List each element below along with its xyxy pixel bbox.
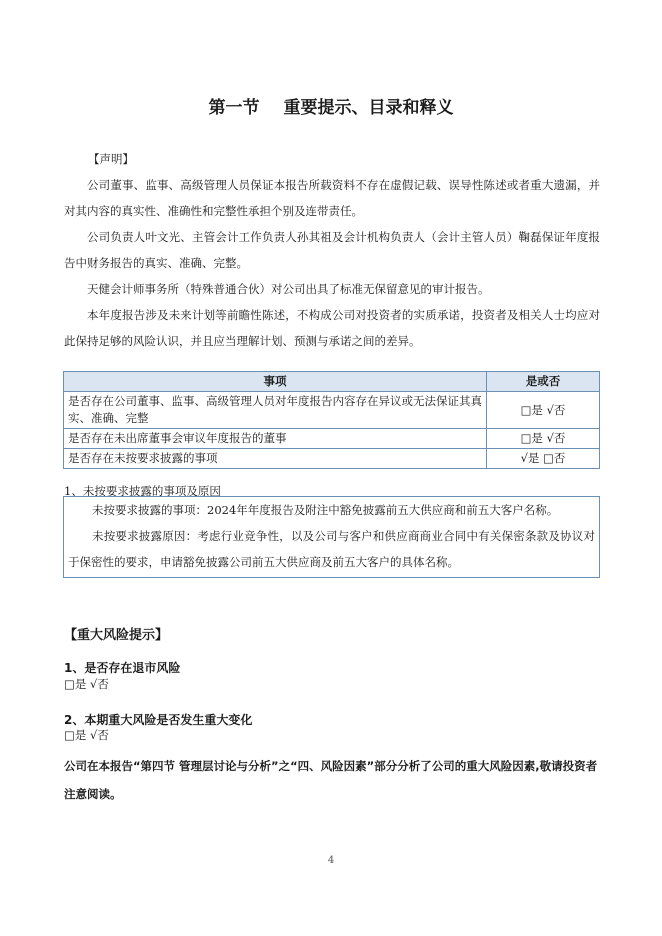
table-row <box>64 392 600 429</box>
undisclosed-paragraph-2: 未按要求披露原因：考虑行业竞争性，以及公司与客户和供应商商业合同中有关保密条款及协议对于保密性的要求，申请豁免披露公司前五大供应商及前五大客户的具体名称。 <box>68 529 595 569</box>
page-number: 4 <box>327 855 335 866</box>
row-answer: □是 √否 <box>487 429 600 449</box>
undisclosed-heading: 1、未按要求披露的事项及原因 <box>64 484 221 498</box>
table-row <box>64 449 600 469</box>
table-row <box>64 429 600 449</box>
section-number: 第一节 <box>208 98 260 118</box>
declaration-paragraph-3: 天健会计师事务所（特殊普通合伙）对公司出具了标准无保留意见的审计报告。 <box>87 282 490 296</box>
row-item: 是否存在未出席董事会审议年度报告的董事 <box>64 429 487 449</box>
risk-answer-2: □是 √否 <box>64 728 109 742</box>
section-heading: 重要提示、目录和释义 <box>283 98 454 118</box>
declaration-paragraph-4: 本年度报告涉及未来计划等前瞻性陈述，不构成公司对投资者的实质承诺，投资者及相关人士均应对此保持足够的风险认识，并且应当理解计划、预测与承诺之间的差异。 <box>64 308 600 348</box>
risk-closing-statement: 公司在本报告“第四节 管理层讨论与分析”之“四、风险因素”部分分析了公司的重大风险因素,敬请投资者注意阅读。 <box>64 759 598 801</box>
undisclosed-box <box>63 496 600 578</box>
risk-answer-1: □是 √否 <box>64 677 109 691</box>
row-answer: □是 √否 <box>487 392 600 429</box>
risk-question-1: 1、是否存在退市风险 <box>64 661 181 675</box>
declaration-paragraph-1: 公司董事、监事、高级管理人员保证本报告所载资料不存在虚假记载、误导性陈述或者重大遗漏，并对其内容的真实性、准确性和完整性承担个别及连带责任。 <box>64 178 600 218</box>
header-item: 事项 <box>64 372 487 392</box>
header-answer: 是或否 <box>487 372 600 392</box>
row-item: 是否存在公司董事、监事、高级管理人员对年度报告内容存在异议或无法保证其真实、准确、完整 <box>64 392 487 429</box>
matters-table <box>63 371 600 469</box>
table-header-row <box>64 372 600 392</box>
row-answer: √是 □否 <box>487 449 600 469</box>
declaration-label: 【声明】 <box>88 152 134 166</box>
risk-heading: 【重大风险提示】 <box>64 628 169 643</box>
risk-question-2: 2、本期重大风险是否发生重大变化 <box>64 713 253 727</box>
row-item: 是否存在未按要求披露的事项 <box>64 449 487 469</box>
declaration-paragraph-2: 公司负责人叶文光、主管会计工作负责人孙其祖及会计机构负责人（会计主管人员）鞠磊保证年度报告中财务报告的真实、准确、完整。 <box>64 230 600 270</box>
undisclosed-paragraph-1: 未按要求披露的事项：2024年年度报告及附注中豁免披露前五大供应商和前五大客户名称。 <box>92 503 559 517</box>
section-title <box>0 93 662 118</box>
